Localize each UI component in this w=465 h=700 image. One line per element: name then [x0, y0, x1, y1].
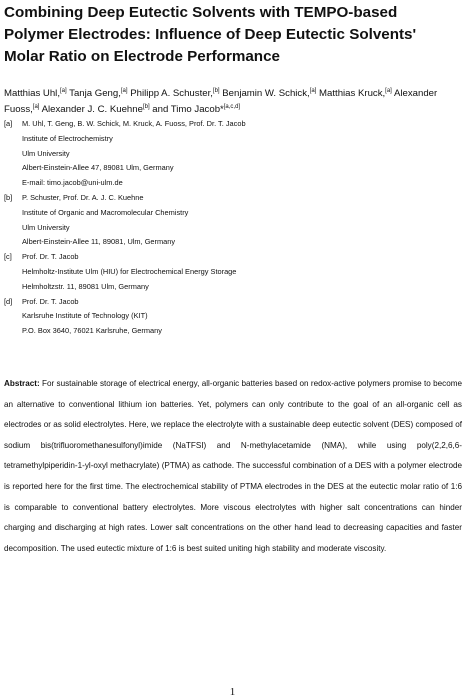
author-list — [4, 86, 459, 117]
affiliation-line: E-mail: timo.jacob@uni-ulm.de — [22, 178, 123, 188]
author-affiliation-mark: [a] — [309, 88, 317, 94]
abstract-label: Abstract: — [4, 379, 40, 388]
affiliation-line: P.O. Box 3640, 76021 Karlsruhe, Germany — [22, 326, 162, 336]
affiliations — [4, 117, 444, 339]
author-affiliation-mark: [a] — [32, 103, 40, 110]
abstract-text: For sustainable storage of electrical energy, all-organic batteries based on redox-active polymers promise to become an alternative to conventional lithium ion batteries. Yet, polymers can only contribute to the goal of an all-organic cell as electrodes or as solid electrolytes. Here, we replace the electrolyte with a sustainable deep eutectic solvent (DES) composed of sodium bis(trifluoromethanesulfonyl)imide (NaTFSI) and N-methylacetamide (NMA), while using poly(2,2,6,6-tetramethylpiperidin-1-yl-oxyl methacrylate) (PTMA) as cathode. The successful combination of a DES with a polymer electrode is reported here for the first time. The electrochemical stability of PTMA electrodes in the DES at the eutectic molar ratio of 1:6 is comparable to conventional battery electrolytes. More viscous electrolytes with higher salt concentrations can hinder charging and discharging at high rates. Lower salt concentrations on the other hand lead to decreasing capacities and faster decomposition. The used eutectic mixture of 1:6 is best suited uniting high stability and moderate viscosity. — [4, 379, 462, 553]
affiliation-line: Helmholtz-Institute Ulm (HIU) for Electrochemical Energy Storage — [22, 266, 237, 276]
affiliation-line: Karlsruhe Institute of Technology (KIT) — [22, 311, 148, 321]
author — [152, 104, 240, 115]
author-affiliation-mark: [a] — [59, 88, 67, 94]
author-affiliation-mark: [b] — [142, 103, 150, 110]
author — [42, 104, 150, 115]
affiliation-block — [4, 250, 444, 294]
affiliation-mark: [d] — [4, 296, 13, 306]
author-affiliation-mark: [a] — [385, 88, 392, 94]
abstract — [4, 374, 462, 559]
affiliation-line: Ulm University — [22, 148, 70, 158]
author-affiliation-mark: [a] — [120, 88, 128, 94]
author — [130, 88, 219, 99]
author-affiliation-mark: [b] — [212, 88, 220, 94]
affiliation-mark: [a] — [4, 119, 13, 128]
affiliation-block — [4, 117, 444, 191]
affiliation-mark: [c] — [4, 252, 12, 262]
author-name: Tanja Geng, — [69, 88, 121, 99]
author — [319, 88, 392, 99]
author-name: Alexander J. C. Kuehne — [41, 103, 143, 115]
affiliation-line: M. Uhl, T. Geng, B. W. Schick, M. Kruck, A. Fuoss, Prof. Dr. T. Jacob — [22, 119, 246, 128]
affiliation-mark: [b] — [4, 192, 13, 202]
affiliation-line: Institute of Organic and Macromolecular Chemistry — [22, 207, 189, 217]
page-number: 1 — [229, 686, 236, 698]
affiliation-line: Albert-Einstein-Allee 47, 89081 Ulm, Germany — [22, 163, 174, 173]
author — [222, 88, 316, 99]
author-name: and Timo Jacob* — [152, 103, 224, 115]
affiliation-block — [4, 191, 444, 250]
affiliation-line: P. Schuster, Prof. Dr. A. J. C. Kuehne — [22, 192, 144, 202]
author-name: Matthias Kruck, — [319, 88, 386, 99]
affiliation-line: Prof. Dr. T. Jacob — [22, 296, 79, 306]
author-name: Alexander Fuoss, — [4, 88, 438, 115]
affiliation-line: Albert-Einstein-Allee 11, 89081, Ulm, Germany — [22, 237, 176, 247]
author-name: Philipp A. Schuster, — [130, 88, 213, 99]
affiliation-line: Ulm University — [22, 222, 70, 232]
author-name: Benjamin W. Schick, — [222, 88, 310, 99]
affiliation-line: Helmholtzstr. 11, 89081 Ulm, Germany — [22, 281, 149, 291]
author-affiliation-mark: [a,c,d] — [223, 103, 241, 110]
author-name: Matthias Uhl, — [4, 88, 60, 99]
author — [69, 88, 127, 99]
paper-title: Combining Deep Eutectic Solvents with TEMPO-based Polymer Electrodes: Influence of Deep Eutectic Solvents' Molar Ratio on Electrode Performance — [4, 4, 417, 65]
author — [4, 88, 67, 99]
affiliation-line: Prof. Dr. T. Jacob — [22, 252, 79, 262]
affiliation-line: Institute of Electrochemistry — [22, 133, 113, 143]
affiliation-block — [4, 295, 444, 339]
